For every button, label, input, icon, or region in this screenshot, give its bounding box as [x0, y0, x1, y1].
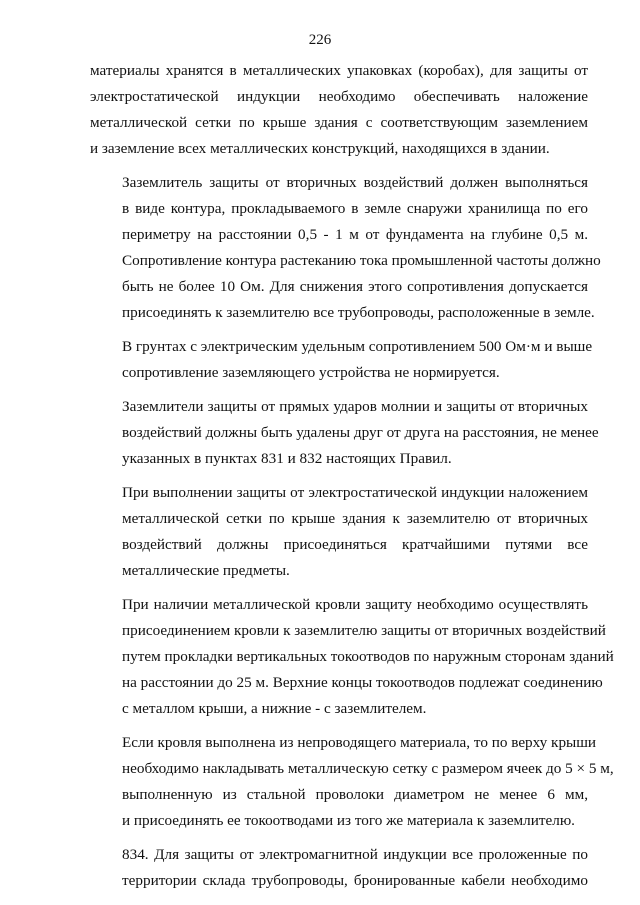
text-line: В грунтах с электрическим удельным сопротивлением 500 Ом·м и выше	[122, 338, 593, 355]
text-line: присоединением кровли к заземлителю защиты от вторичных воздействий	[122, 622, 606, 639]
text-line: металлической сетки по крыше здания с соответствующим заземлением	[90, 114, 588, 131]
text-line: в виде контура, прокладываемого в земле снаружи хранилища по его	[122, 200, 588, 217]
text-line: периметру на расстоянии 0,5 - 1 м от фундамента на глубине 0,5 м.	[122, 226, 588, 243]
text-line: Если кровля выполнена из непроводящего материала, то по верху крыши	[122, 734, 597, 751]
text-line: Заземлители защиты от прямых ударов молнии и защиты от вторичных	[122, 398, 588, 415]
text-line: выполненную из стальной проволоки диаметром не менее 6 мм,	[122, 786, 588, 803]
text-line: При выполнении защиты от электростатической индукции наложением	[122, 484, 588, 501]
paragraph	[90, 480, 588, 584]
paragraph	[90, 730, 614, 834]
text-line: материалы хранятся в металлических упаковках (коробах), для защиты от	[90, 62, 588, 79]
text-line: Сопротивление контура растеканию тока промышленной частоты должно	[122, 252, 601, 269]
paragraph	[90, 334, 593, 386]
text-line: территории склада трубопроводы, бронированные кабели необходимо	[122, 872, 588, 889]
text-line: 834. Для защиты от электромагнитной индукции все проложенные по	[122, 846, 588, 863]
text-line: металлические предметы.	[122, 562, 290, 579]
text-line: воздействий должны присоединяться кратчайшими путями все	[122, 536, 588, 553]
text-line: присоединять к заземлителю все трубопроводы, расположенные в земле.	[122, 304, 595, 321]
text-line: на расстоянии до 25 м. Верхние концы токоотводов подлежат соединению	[122, 674, 603, 691]
paragraph	[90, 58, 588, 162]
paragraph	[90, 170, 601, 326]
text-line: сопротивление заземляющего устройства не нормируется.	[122, 364, 500, 381]
text-line: с металлом крыши, а нижние - с заземлителем.	[122, 700, 427, 717]
paragraph	[90, 842, 588, 894]
text-line: путем прокладки вертикальных токоотводов по наружным сторонам зданий	[122, 648, 614, 665]
page-number: 226	[308, 32, 332, 48]
text-line: воздействий должны быть удалены друг от друга на расстояния, не менее	[122, 424, 599, 441]
paragraph	[90, 592, 614, 722]
text-line: быть не более 10 Ом. Для снижения этого сопротивления допускается	[122, 278, 588, 295]
text-line: При наличии металлической кровли защиту необходимо осуществлять	[122, 596, 588, 613]
text-line: необходимо накладывать металлическую сетку с размером ячеек до 5 × 5 м,	[122, 760, 614, 777]
text-line: и присоединять ее токоотводами из того же материала к заземлителю.	[122, 812, 575, 829]
paragraph	[90, 394, 599, 472]
text-line: металлической сетки по крыше здания к заземлителю от вторичных	[122, 510, 588, 527]
document-body	[90, 58, 614, 902]
text-line: и заземление всех металлических конструкций, находящихся в здании.	[90, 140, 550, 157]
text-line: электростатической индукции необходимо обеспечивать наложение	[90, 88, 588, 105]
text-line: указанных в пунктах 831 и 832 настоящих Правил.	[122, 450, 452, 467]
text-line: Заземлитель защиты от вторичных воздействий должен выполняться	[122, 174, 588, 191]
